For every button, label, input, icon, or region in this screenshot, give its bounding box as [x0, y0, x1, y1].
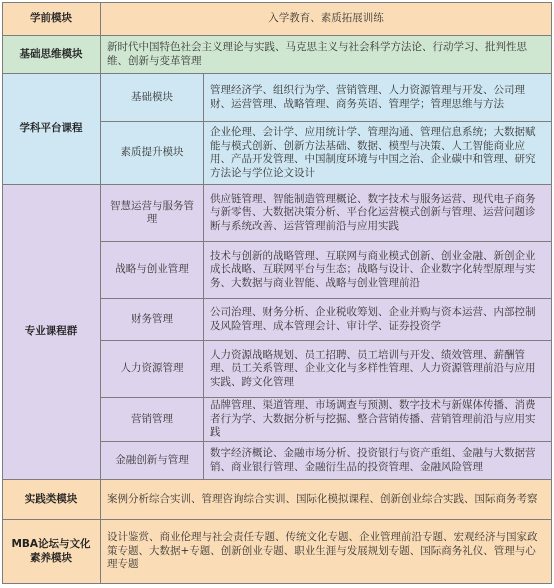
platform-sub-name: 素质提升模块	[101, 122, 204, 185]
platform-sub-name: 基础模块	[101, 74, 204, 122]
major-sub-content: 品牌管理、渠道管理、市场调查与预测、数字技术与新媒体传播、消费者行为学、大数据分析与挖掘、整合营销传播、营销管理前沿与应用实践	[204, 398, 552, 442]
major-sub-name: 战略与创业管理	[101, 242, 204, 299]
pre-module-content: 入学教育、素质拓展训练	[101, 2, 552, 36]
forum-module-label: MBA论坛与文化素养模块	[2, 520, 101, 584]
major-sub-name: 人力资源管理	[101, 341, 204, 398]
major-sub-content: 供应链管理、智能制造管理概论、数字技术与服务运营、现代电子商务与新零售、大数据决策分析、平台化运营模式创新与管理、运营问题诊断与系统改善、运营管理前沿与应用实践	[204, 185, 552, 242]
major-label: 专业课程群	[2, 185, 101, 480]
practice-module-label: 实践类模块	[2, 480, 101, 520]
major-sub-content: 技术与创新的战略管理、互联网与商业模式创新、创业金融、新创企业成长战略、互联网平台与生态；战略与设计、企业数字化转型原理与实务、大数据与商业智能、战略与创业管理前沿	[204, 242, 552, 299]
platform-sub-content: 管理经济学、组织行为学、营销管理、人力资源管理与开发、公司理财、运营管理、战略管理、商务英语、管理学；管理思维与方法	[204, 74, 552, 122]
platform-sub-content: 企业伦理、会计学、应用统计学、管理沟通、管理信息系统；大数据赋能与模式创新、创新方法基础、数据、模型与决策、人工智能商业应用、产品开发管理、中国制度环境与中国之治、企业碳中和管理、研究方法论与学位论文设计	[204, 122, 552, 185]
curriculum-table	[2, 2, 552, 584]
major-sub-name: 财务管理	[101, 299, 204, 341]
basic-module-content: 新时代中国特色社会主义理论与实践、马克思主义与社会科学方法论、行动学习、批判性思维、创新与变革管理	[101, 36, 552, 74]
basic-module-label: 基础思维模块	[2, 36, 101, 74]
major-sub-name: 金融创新与管理	[101, 442, 204, 480]
major-sub-content: 数字经济概论、金融市场分析、投资银行与资产重组、金融与大数据营销、商业银行管理、金融衍生品的投资管理、金融风险管理	[204, 442, 552, 480]
practice-module-content: 案例分析综合实训、管理咨询综合实训、国际化模拟课程、创新创业综合实践、国际商务考察	[101, 480, 552, 520]
major-sub-name: 智慧运营与服务管理	[101, 185, 204, 242]
major-sub-content: 公司治理、财务分析、企业税收筹划、企业并购与资本运营、内部控制及风险管理、成本管理会计、审计学、证券投资学	[204, 299, 552, 341]
platform-label: 学科平台课程	[2, 74, 101, 185]
major-sub-content: 人力资源战略规划、员工招聘、员工培训与开发、绩效管理、薪酬管理、员工关系管理、企业文化与多样性管理、人力资源管理前沿与应用实践、跨文化管理	[204, 341, 552, 398]
pre-module-label: 学前模块	[2, 2, 101, 36]
major-sub-name: 营销管理	[101, 398, 204, 442]
forum-module-content: 设计鉴赏、商业伦理与社会责任专题、传统文化专题、企业管理前沿专题、宏观经济与国家政策专题、大数据+专题、创新创业专题、职业生涯与发展规划专题、国际商务礼仪、管理与心理专题	[101, 520, 552, 584]
